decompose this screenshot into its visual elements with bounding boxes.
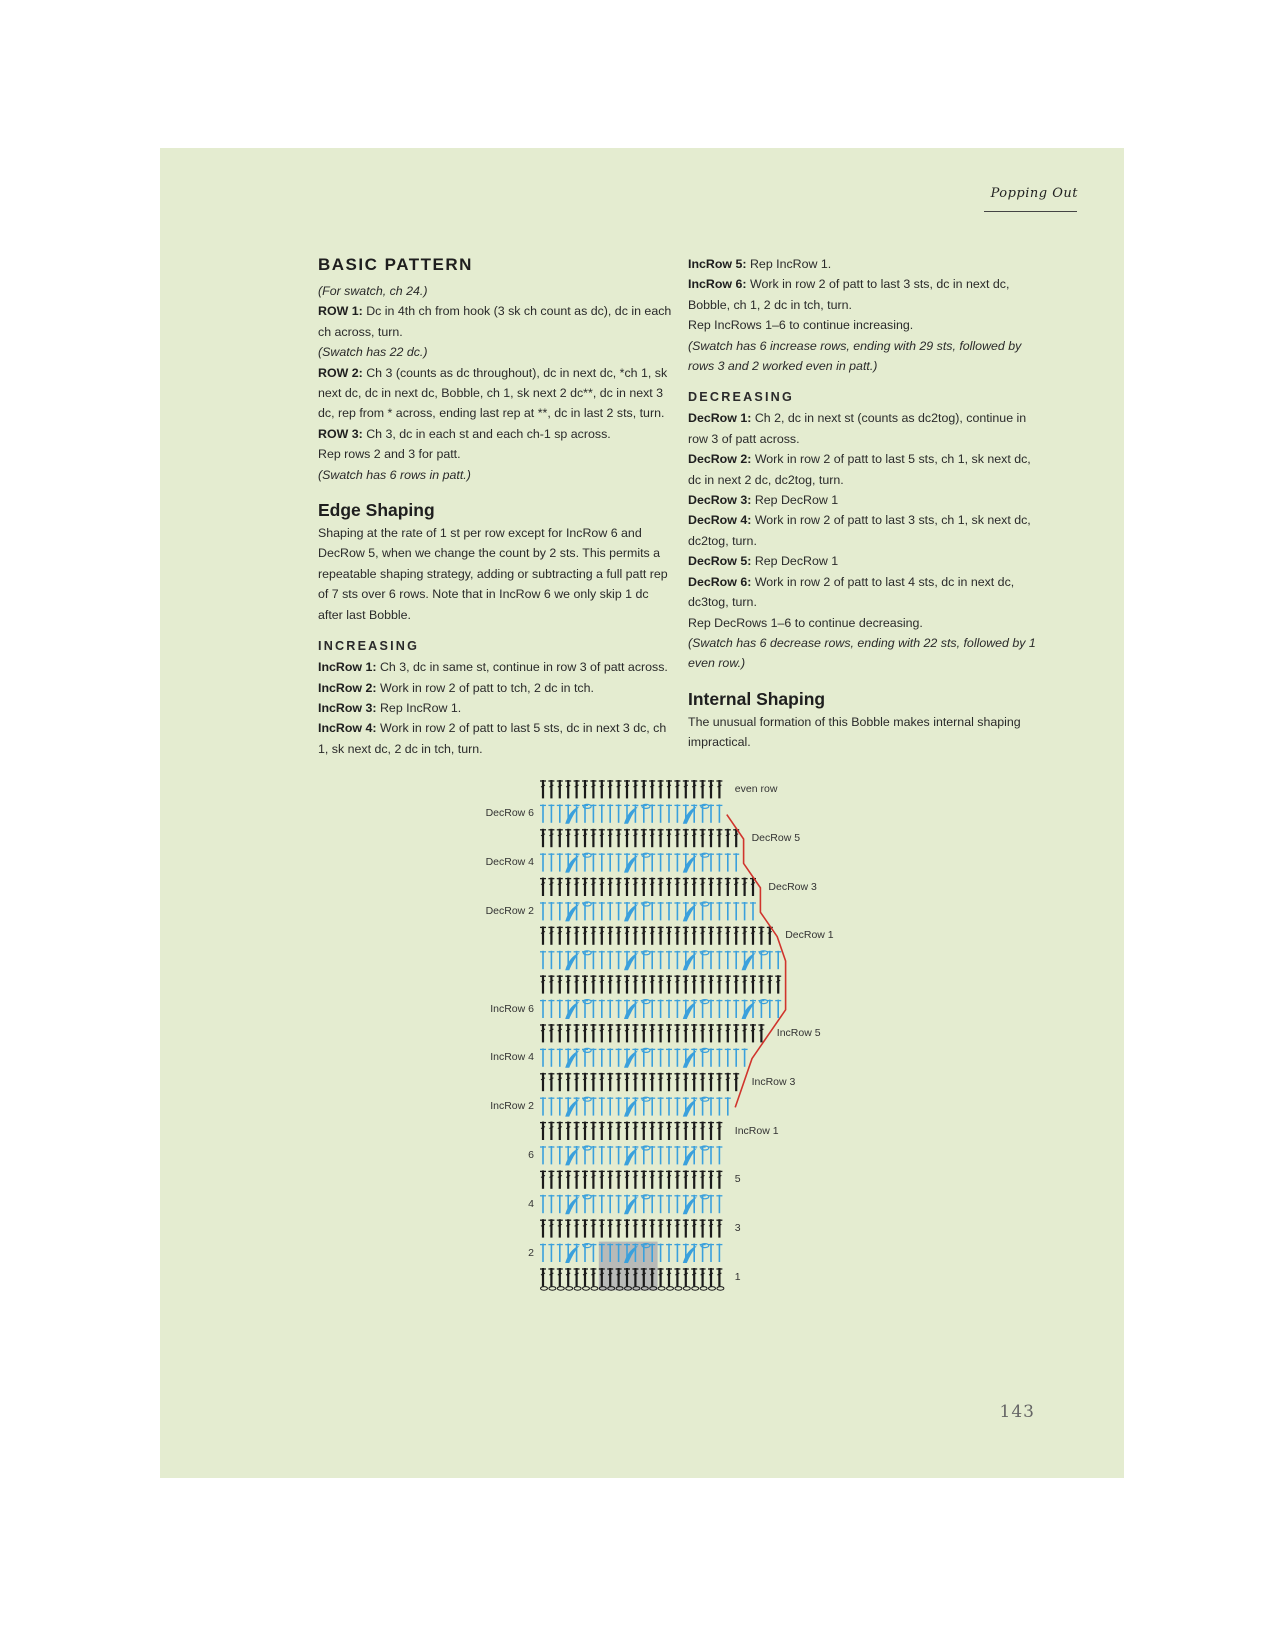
foundation-chain [658,1287,665,1291]
foundation-chain [541,1287,548,1291]
foundation-chain [667,1287,674,1291]
diagram-right-label: IncRow 3 [751,1075,796,1088]
decrow-1-label: DecRow 1: [688,411,752,426]
stitch-diagram [480,770,900,1330]
increasing-heading: INCREASING [318,639,420,654]
row3-text: Ch 3, dc in each st and each ch-1 sp across. [366,426,611,441]
increase-repeat-text: Rep IncRows 1–6 to continue increasing. [688,318,914,333]
incrow-5-label: IncRow 5: [688,257,747,271]
incrow-3 [318,698,674,718]
row3-instruction [318,424,674,444]
incrow-3-text: Rep IncRow 1. [379,700,462,715]
row1-note: (Swatch has 22 dc.) [318,345,428,360]
foundation-chain [700,1287,707,1291]
incrow-5 [688,254,1044,274]
incrow-6 [688,274,1044,315]
decrow-5-label: DecRow 5: [688,554,752,569]
edge-shaping-text: Shaping at the rate of 1 st per row except for IncRow 6 and DecRow 5, when we change the count by 2 sts. This permits a repeatable shaping strategy, adding or subtracting a full patt rep of 7 sts over 6 rows. Note that in IncRow 6 we only skip 1 dc after last Bobble. [318,526,668,622]
diagram-right-label: DecRow 1 [785,929,834,942]
incrow-1 [318,657,674,677]
diagram-right-label: DecRow 5 [751,831,801,844]
diagram-right-label: DecRow 3 [768,880,817,893]
incrow-4-text: Work in row 2 of patt to last 5 sts, dc in next 3 dc, ch 1, sk next dc, 2 dc in tch, turn. [318,721,667,756]
repeat-note: (Swatch has 6 rows in patt.) [318,467,471,482]
decrow-6 [688,572,1044,613]
row2-label: ROW 2: [318,365,363,380]
running-head-rule [984,211,1077,212]
diagram-right-label: even row [734,783,778,795]
repeat-highlight [599,1242,658,1291]
foundation-chain [574,1287,581,1291]
diagram-left-label: DecRow 6 [485,807,534,820]
swatch-note: (For swatch, ch 24.) [318,284,428,298]
decreasing-heading: DECREASING [688,390,794,405]
right-column [688,254,1044,753]
foundation-chain [549,1287,556,1291]
left-column [318,254,674,759]
decrow-2 [688,449,1044,490]
incrow-5-text: Rep IncRow 1. [749,257,832,271]
foundation-chain [709,1287,716,1291]
diagram-right-label: 5 [734,1173,741,1186]
foundation-chain [566,1287,573,1291]
stitch-diagram-svg [480,770,900,1330]
diagram-left-label: 2 [528,1246,534,1259]
diagram-left-label: DecRow 2 [485,905,534,917]
decrow-3-label: DecRow 3: [688,493,752,508]
incrow-2 [318,678,674,698]
diagram-right-label: 1 [734,1271,741,1283]
decrow-5-text: Rep DecRow 1 [754,554,839,569]
running-head: Popping Out [990,186,1078,201]
decrow-2-text: Work in row 2 of patt to last 5 sts, ch 1, sk next dc, dc in next 2 dc, dc2tog, turn. [688,452,1031,487]
decrow-1 [688,408,1044,449]
row2-text: Ch 3 (counts as dc throughout), dc in next dc, *ch 1, sk next dc, dc in next dc, Bobble, ch 1, sk next 2 dc**, dc in next 3 dc, rep from * across, ending last rep at **, dc in last 2 sts, turn. [318,365,668,421]
foundation-chain [675,1287,682,1291]
diagram-left-label: DecRow 4 [485,856,534,869]
decrease-repeat-text: Rep DecRows 1–6 to continue decreasing. [688,615,923,630]
diagram-right-label: IncRow 1 [734,1124,779,1137]
edge-shaping-heading: Edge Shaping [318,500,435,521]
incrow-4-label: IncRow 4: [318,721,377,736]
row1-instruction [318,301,674,342]
row2-instruction [318,363,674,424]
decrow-5 [688,551,1044,571]
foundation-chain [683,1287,690,1291]
incrow-2-text: Work in row 2 of patt to tch, 2 dc in tch. [379,680,594,695]
basic-pattern-heading: BASIC PATTERN [318,255,473,274]
diagram-left-label: IncRow 4 [490,1051,534,1064]
incrow-4 [318,718,674,759]
decrow-1-text: Ch 2, dc in next st (counts as dc2tog), continue in row 3 of patt across. [688,411,1027,446]
row1-label: ROW 1: [318,304,363,319]
decrow-4-label: DecRow 4: [688,513,752,528]
row1-text: Dc in 4th ch from hook (3 sk ch count as dc), dc in each ch across, turn. [318,304,672,339]
diagram-left-label: IncRow 2 [490,1100,534,1113]
decrow-6-text: Work in row 2 of patt to last 4 sts, dc in next dc, dc3tog, turn. [688,574,1015,610]
repeat-text: Rep rows 2 and 3 for patt. [318,447,461,462]
row3-label: ROW 3: [318,426,363,441]
decrow-2-label: DecRow 2: [688,452,752,467]
page-number: 143 [999,1402,1035,1422]
decrow-3-text: Rep DecRow 1 [754,493,839,508]
decrow-6-label: DecRow 6: [688,574,752,589]
diagram-left-label: 4 [528,1197,534,1210]
diagram-left-label: 6 [528,1149,534,1161]
diagram-right-label: 3 [734,1222,741,1235]
incrow-3-label: IncRow 3: [318,700,377,715]
internal-shaping-heading: Internal Shaping [688,688,826,709]
foundation-chain [692,1287,699,1291]
foundation-chain [557,1287,564,1291]
decrow-4 [688,510,1044,551]
diagram-left-label: IncRow 6 [490,1002,534,1015]
incrow-1-label: IncRow 1: [318,660,377,675]
diagram-right-label: IncRow 5 [776,1027,821,1039]
incrow-2-label: IncRow 2: [318,680,377,695]
decrow-4-text: Work in row 2 of patt to last 3 sts, ch 1, sk next dc, dc2tog, turn. [688,513,1031,548]
foundation-chain [591,1287,598,1291]
incrow-1-text: Ch 3, dc in same st, continue in row 3 of patt across. [379,660,668,675]
incrow-6-text: Work in row 2 of patt to last 3 sts, dc in next dc, Bobble, ch 1, 2 dc in tch, turn. [688,277,1010,312]
increase-note: (Swatch has 6 increase rows, ending with 29 sts, followed by rows 3 and 2 worked even in patt.) [688,338,1022,374]
incrow-6-label: IncRow 6: [688,277,747,292]
internal-shaping-text: The unusual formation of this Bobble makes internal shaping impractical. [688,714,1021,750]
foundation-chain [717,1287,724,1291]
decrow-3 [688,490,1044,510]
foundation-chain [583,1287,590,1291]
decrease-note: (Swatch has 6 decrease rows, ending with 22 sts, followed by 1 even row.) [688,635,1036,671]
